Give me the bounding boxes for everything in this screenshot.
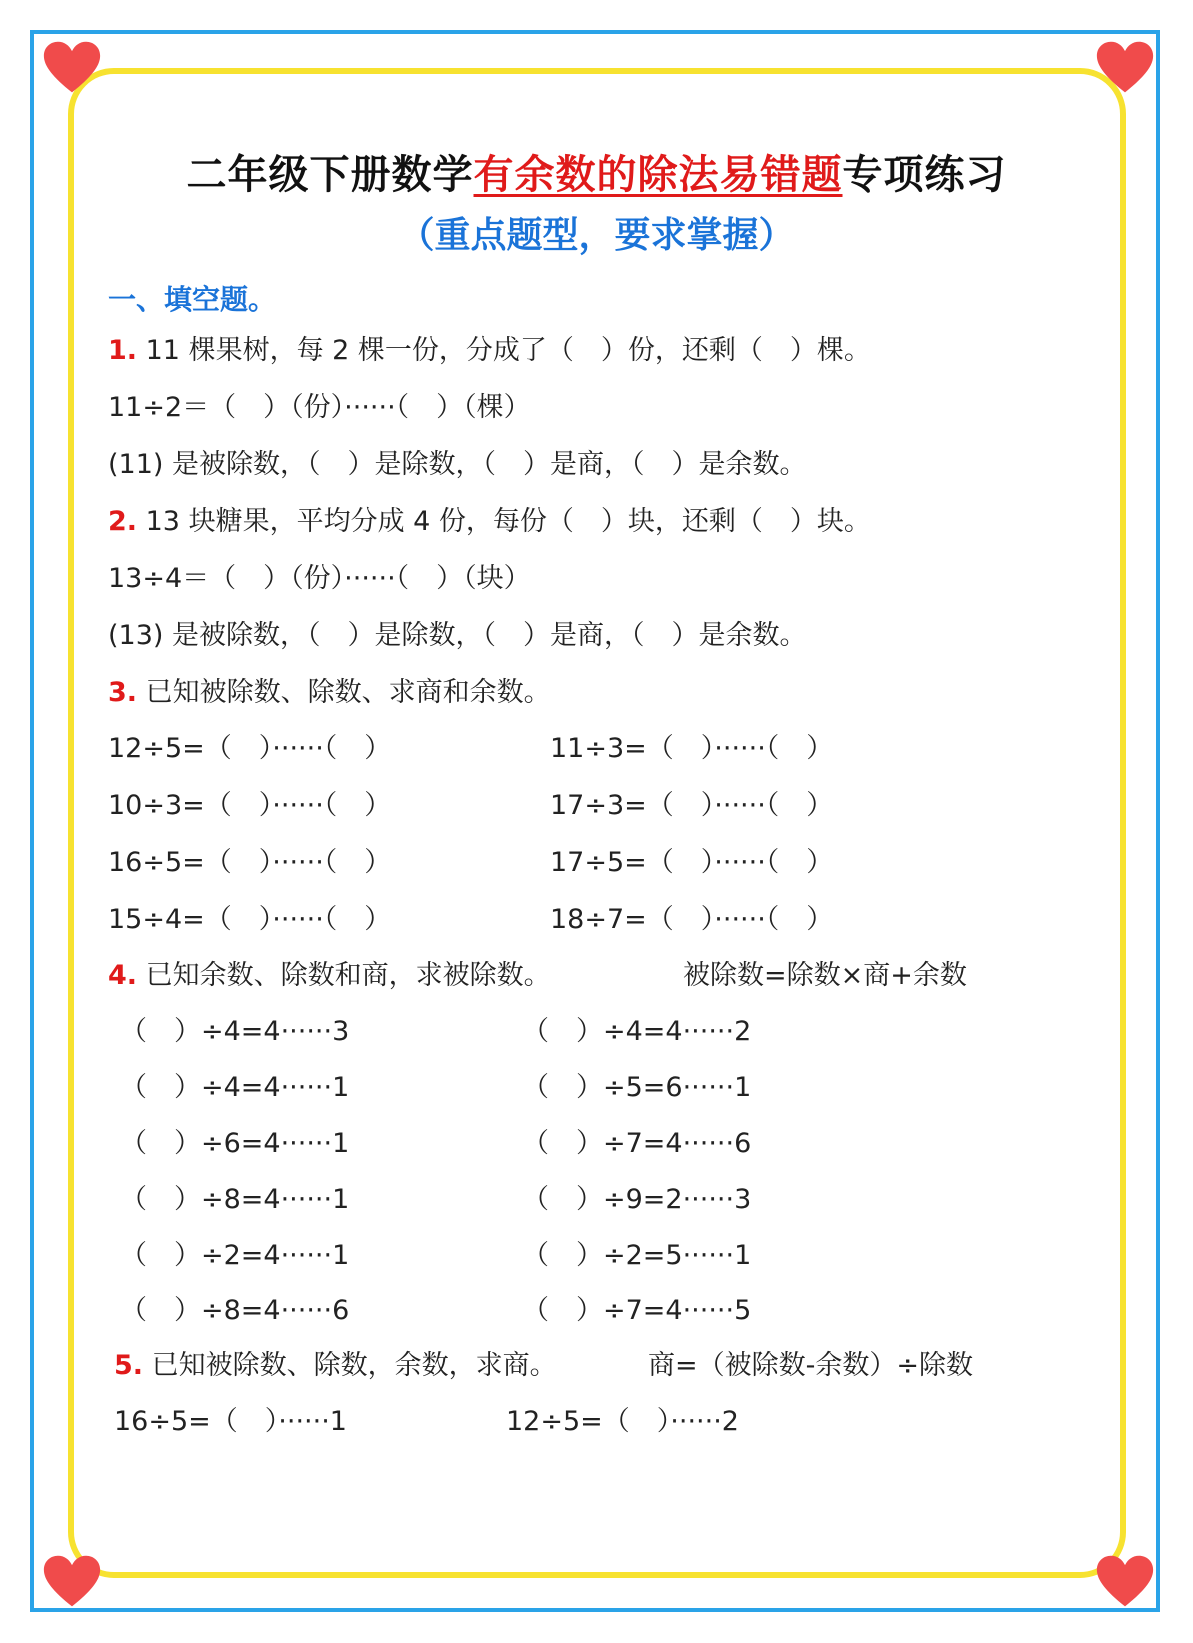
- page-title: 二年级下册数学有余数的除法易错题专项练习: [186, 152, 1007, 198]
- question-3: 3. 已知被除数、除数、求商和余数。: [108, 677, 551, 708]
- heart-icon: [42, 1552, 102, 1612]
- question-2-equation: 13÷4＝（ ）（份）······（ ）（块）: [108, 563, 531, 594]
- q5-right-item: 12÷5=（ ）······2: [506, 1406, 739, 1437]
- q3-left-item: 16÷5=（ ）······（ ）: [108, 847, 392, 878]
- q3-left-item: 10÷3=（ ）······（ ）: [108, 790, 392, 821]
- title-highlight: 有余数的除法易错题: [473, 152, 843, 198]
- q3-right-item: 17÷5=（ ）······（ ）: [550, 847, 834, 878]
- q4-right-item: （ ）÷9=2······3: [522, 1184, 752, 1215]
- q3-left-item: 15÷4=（ ）······（ ）: [108, 904, 392, 935]
- question-2: 2. 13 块糖果，平均分成 4 份，每份（ ）块，还剩（ ）块。: [108, 506, 871, 537]
- question-4: 4. 已知余数、除数和商，求被除数。: [108, 960, 551, 991]
- question-1: 1. 11 棵果树，每 2 棵一份，分成了（ ）份，还剩（ ）棵。: [108, 335, 871, 366]
- question-1-parts: (11) 是被除数，（ ）是除数，（ ）是商，（ ）是余数。: [108, 449, 807, 480]
- q3-right-item: 11÷3=（ ）······（ ）: [550, 733, 834, 764]
- q4-left-item: （ ）÷8=4······1: [120, 1184, 350, 1215]
- page-subtitle: （重点题型，要求掌握）: [398, 215, 795, 256]
- q4-left-item: （ ）÷4=4······1: [120, 1072, 350, 1103]
- question-5-formula: 商=（被除数-余数）÷除数: [648, 1350, 973, 1381]
- q4-left-item: （ ）÷6=4······1: [120, 1128, 350, 1159]
- question-1-equation: 11÷2＝（ ）（份）······（ ）（棵）: [108, 392, 531, 423]
- heart-icon: [42, 38, 102, 98]
- q3-right-item: 17÷3=（ ）······（ ）: [550, 790, 834, 821]
- q4-left-item: （ ）÷2=4······1: [120, 1240, 350, 1271]
- q4-left-item: （ ）÷8=4······6: [120, 1295, 350, 1326]
- q4-right-item: （ ）÷7=4······6: [522, 1128, 752, 1159]
- q5-left-item: 16÷5=（ ）······1: [114, 1406, 347, 1437]
- question-5: 5. 已知被除数、除数，余数，求商。: [114, 1350, 557, 1381]
- heart-icon: [1095, 38, 1155, 98]
- section-heading: 一、填空题。: [108, 283, 277, 316]
- q4-right-item: （ ）÷2=5······1: [522, 1240, 752, 1271]
- question-2-parts: (13) 是被除数，（ ）是除数，（ ）是商，（ ）是余数。: [108, 620, 807, 651]
- question-4-formula: 被除数=除数×商+余数: [683, 960, 967, 991]
- q4-right-item: （ ）÷4=4······2: [522, 1016, 752, 1047]
- q3-left-item: 12÷5=（ ）······（ ）: [108, 733, 392, 764]
- heart-icon: [1095, 1552, 1155, 1612]
- q4-right-item: （ ）÷7=4······5: [522, 1295, 752, 1326]
- q4-left-item: （ ）÷4=4······3: [120, 1016, 350, 1047]
- q3-right-item: 18÷7=（ ）······（ ）: [550, 904, 834, 935]
- q4-right-item: （ ）÷5=6······1: [522, 1072, 752, 1103]
